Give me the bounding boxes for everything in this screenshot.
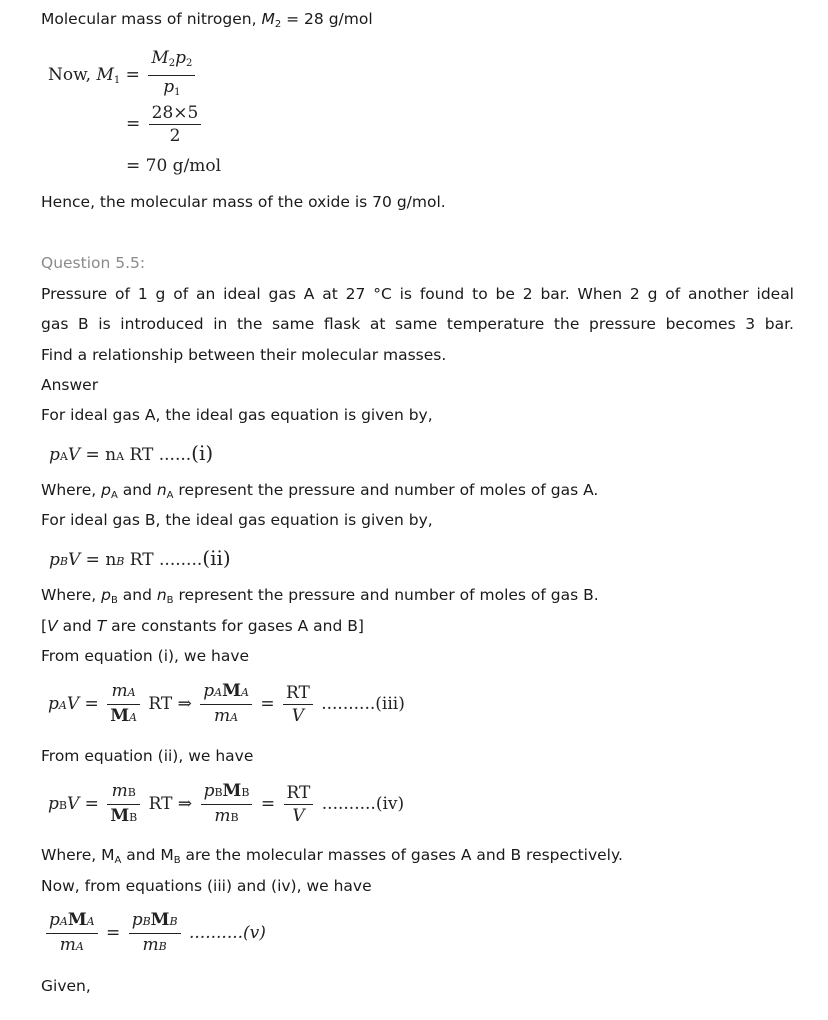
p2-sub: 2 <box>186 58 193 69</box>
m1-fraction <box>148 47 195 104</box>
m-symbol: m <box>59 935 76 955</box>
symbol-M: M <box>261 10 275 28</box>
sub-B: B <box>58 799 67 812</box>
p-symbol: p <box>49 550 60 570</box>
masses-line <box>41 845 623 871</box>
equals-sign: = <box>126 114 141 134</box>
implies-arrow: ⇒ <box>177 794 193 814</box>
m2-symbol: M <box>151 48 169 68</box>
rt-term: RT ........ <box>129 550 203 570</box>
hence-line: Hence, the molecular mass of the oxide is 70 g/mol. <box>41 193 446 211</box>
and-text: and <box>117 586 157 604</box>
tag-i: (i) <box>191 441 214 465</box>
tag-iv: ..........(iv) <box>321 794 405 814</box>
sub-A: A <box>240 686 249 699</box>
and-text: and <box>117 481 157 499</box>
tag-iii: ..........(iii) <box>321 694 405 714</box>
sub-A: A <box>114 855 122 866</box>
m-symbol: m <box>111 681 128 701</box>
where-b-tail: represent the pressure and number of moles of gas B. <box>173 586 599 604</box>
sub-B: B <box>166 595 174 606</box>
gas-a-intro: For ideal gas A, the ideal gas equation is given by, <box>41 406 433 424</box>
p-symbol: p <box>49 445 60 465</box>
pm-fraction-a <box>200 680 252 729</box>
p-symbol: p <box>203 781 215 801</box>
and-text: and <box>57 617 97 635</box>
bracket-open: [ <box>41 617 48 635</box>
from-eq-ii-line: From equation (ii), we have <box>41 747 254 765</box>
nitrogen-mass-value: = 28 g/mol <box>281 10 373 28</box>
equals-sign: = <box>84 794 99 814</box>
m1-result: = 70 g/mol <box>126 156 222 176</box>
sub-A: A <box>129 711 137 724</box>
tag-ii: (ii) <box>202 546 231 570</box>
where-text: Where, <box>41 586 102 604</box>
p-symbol: p <box>131 910 143 930</box>
equation-iv <box>48 780 404 829</box>
V-symbol: V <box>292 806 305 826</box>
M-symbol: M <box>222 681 241 701</box>
calc-numerator: 28×5 <box>149 102 202 125</box>
mass-fraction-a <box>107 680 140 729</box>
now-label: Now, <box>48 65 97 85</box>
from-eq-i-line: From equation (i), we have <box>41 647 250 665</box>
equation-ii <box>49 546 231 570</box>
calc-fraction <box>149 102 202 147</box>
V-symbol: V <box>47 617 58 635</box>
from-iii-iv-line: Now, from equations (iii) and (iv), we have <box>41 877 372 895</box>
m-symbol: m <box>111 781 128 801</box>
n-symbol: n <box>156 586 167 604</box>
sub-B: B <box>241 786 250 799</box>
equals-sign: = <box>106 923 121 943</box>
rtv-fraction-a <box>283 682 313 727</box>
sub-A: A <box>110 490 118 501</box>
sub-A: A <box>86 915 95 928</box>
where-text: Where, <box>41 481 102 499</box>
V-symbol: V <box>291 706 305 726</box>
tag-v: ..........(v) <box>189 923 266 943</box>
mass-fraction-b <box>107 780 140 829</box>
M-symbol: M <box>222 781 242 801</box>
nitrogen-mass-line <box>41 9 373 35</box>
where-a-line <box>41 480 598 506</box>
answer-label: Answer <box>41 376 99 394</box>
question-title: Question 5.5: <box>41 254 146 272</box>
sub-B: B <box>110 595 118 606</box>
p-symbol: p <box>48 694 59 714</box>
m-symbol: m <box>214 706 231 726</box>
pm-fraction-a-v <box>46 909 98 958</box>
sub-B: B <box>142 915 151 928</box>
sub-B: B <box>129 811 138 824</box>
pm-fraction-b <box>201 780 253 829</box>
sub-B: B <box>59 555 68 568</box>
m2-sub: 2 <box>168 58 176 69</box>
M-symbol: M <box>67 910 87 930</box>
n-term: = n <box>85 550 117 570</box>
sub-A: A <box>75 940 84 953</box>
p-symbol: p <box>101 481 111 499</box>
sub-A: A <box>59 450 68 463</box>
question-line-3: Find a relationship between their molecular masses. <box>41 346 447 364</box>
M-symbol: M <box>150 910 170 930</box>
p-symbol: p <box>48 794 59 814</box>
question-line-1: Pressure of 1 g of an ideal gas A at 27 °C is found to be 2 bar. When 2 g of another ideal <box>41 285 794 303</box>
m-symbol: m <box>142 935 159 955</box>
sub-B: B <box>158 940 167 953</box>
V-symbol: V <box>67 445 81 465</box>
equals-sign: = <box>125 65 140 85</box>
equals-sign: = <box>84 694 99 714</box>
V-symbol: V <box>66 794 80 814</box>
question-line-2: gas B is introduced in the same flask at same temperature the pressure becomes 3 bar. <box>41 315 794 333</box>
equation-iii <box>48 680 405 729</box>
sub-B: B <box>169 915 178 928</box>
where-a-tail: represent the pressure and number of moles of gas A. <box>173 481 599 499</box>
rt-numerator: RT <box>283 682 313 705</box>
p1-sub: 1 <box>174 87 181 98</box>
p1-symbol: p <box>163 77 175 97</box>
sub-A: A <box>59 915 68 928</box>
m1-calculation <box>126 102 204 147</box>
equation-v <box>43 909 266 958</box>
where-b-line <box>41 585 599 611</box>
sub-A: A <box>166 490 174 501</box>
implies-arrow: ⇒ <box>177 694 192 714</box>
sub-B: B <box>173 855 181 866</box>
m1-symbol: M <box>96 65 114 85</box>
T-symbol: T <box>96 617 107 635</box>
V-symbol: V <box>66 694 80 714</box>
sub-B: B <box>230 811 239 824</box>
p-symbol: p <box>49 910 60 930</box>
n-symbol: n <box>156 481 167 499</box>
masses-text-2: and M <box>121 846 174 864</box>
constants-line <box>41 616 364 636</box>
sub-B: B <box>127 786 136 799</box>
sub-A: A <box>116 450 125 463</box>
p-symbol: p <box>203 681 215 701</box>
rt-numerator: RT <box>284 782 314 805</box>
calc-denominator: 2 <box>169 126 181 146</box>
masses-text-3: are the molecular masses of gases A and B respectively. <box>180 846 623 864</box>
rtv-fraction-b <box>284 782 314 827</box>
m-symbol: m <box>214 806 231 826</box>
m1-sub: 1 <box>113 75 121 86</box>
p-symbol: p <box>101 586 111 604</box>
equation-i <box>49 441 213 465</box>
sub-A: A <box>127 686 136 699</box>
equals-sign: = <box>260 794 276 814</box>
m1-equation <box>48 47 198 104</box>
rt-term: RT <box>148 794 173 814</box>
sub-A: A <box>230 711 239 724</box>
pm-fraction-b-v <box>129 909 181 958</box>
rt-term: RT ...... <box>129 445 192 465</box>
M-symbol: M <box>110 806 130 826</box>
n-term: = n <box>85 445 117 465</box>
sub-B: B <box>116 555 125 568</box>
subscript-2: 2 <box>274 19 282 30</box>
equals-sign: = <box>260 694 275 714</box>
M-symbol: M <box>110 706 130 726</box>
V-symbol: V <box>67 550 81 570</box>
given-line: Given, <box>41 977 91 995</box>
gas-b-intro: For ideal gas B, the ideal gas equation is given by, <box>41 511 433 529</box>
nitrogen-mass-text: Molecular mass of nitrogen, <box>41 10 262 28</box>
p2-symbol: p <box>175 48 186 68</box>
rt-term: RT <box>148 694 173 714</box>
sub-A: A <box>58 699 67 712</box>
masses-text-1: Where, M <box>41 846 115 864</box>
constants-tail: are constants for gases A and B] <box>106 617 364 635</box>
sub-B: B <box>214 786 223 799</box>
sub-A: A <box>214 686 223 699</box>
